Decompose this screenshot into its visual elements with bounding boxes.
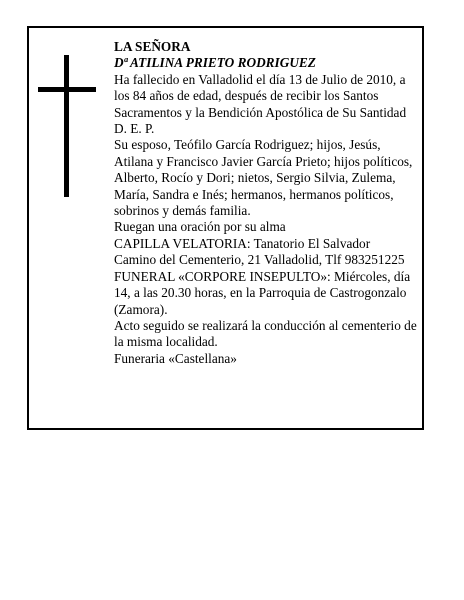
cross-vertical-bar bbox=[64, 55, 69, 197]
chapel-line: CAPILLA VELATORIA: Tanatorio El Salvador bbox=[114, 235, 371, 251]
address-line: Camino del Cementerio, 21 Valladolid, Tlf 983251225 bbox=[114, 252, 405, 268]
funeral-home-line: Funeraria «Castellana» bbox=[114, 350, 237, 366]
notice-title: LA SEÑORA bbox=[114, 39, 191, 54]
rip-line: D. E. P. bbox=[114, 121, 155, 137]
burial-paragraph: Acto seguido se realizará la conducción al cementerio de la misma localidad. bbox=[114, 317, 417, 350]
family-paragraph: Su esposo, Teófilo García Rodriguez; hijos, Jesús, Atilana y Francisco Javier García Prieto; hijos políticos, Alberto, Rocío y Dori; nietos, Sergio Silvia, Zulema, María, Sandra e Inés; hermanos, hermanos políticos, sobrinos y demás familia. bbox=[114, 137, 413, 219]
cross-horizontal-bar bbox=[38, 87, 96, 92]
obituary-text bbox=[114, 39, 420, 367]
prayer-line: Ruegan una oración por su alma bbox=[114, 219, 286, 235]
announcement-paragraph: Ha fallecido en Valladolid el día 13 de Julio de 2010, a los 84 años de edad, después de recibir los Santos Sacramentos y la Bendición Apostólica de Su Santidad bbox=[114, 71, 407, 120]
funeral-paragraph: FUNERAL «CORPORE INSEPULTO»: Miércoles, día 14, a las 20.30 horas, en la Parroquia de Castrogonzalo (Zamora). bbox=[114, 268, 411, 317]
deceased-name: Dª ATILINA PRIETO RODRIGUEZ bbox=[114, 55, 316, 71]
